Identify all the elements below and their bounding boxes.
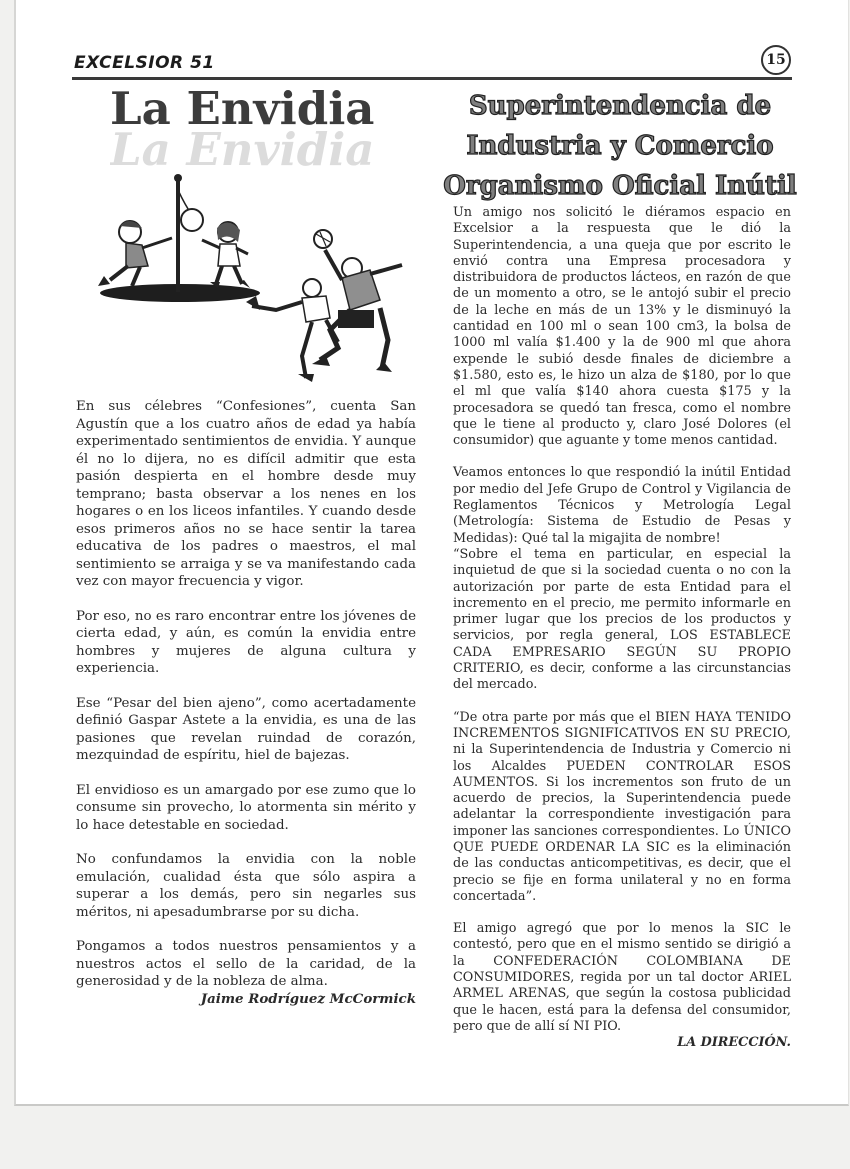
- right-paragraph: Veamos entonces lo que respondió la inútil Entidad por medio del Jefe Grupo de Control y Vigilancia de Reglamentos Técnicos y Metrología Legal (Metrología: Sistema de Estudio de Pesas y Medidas): Qué tal la migajita de nombre!: [453, 465, 791, 546]
- right-paragraph: Un amigo nos solicitó le diéramos espacio en Excelsior a la respuesta que le dió la Superintendencia, a una queja que por escrito le envió contra una Empresa procesadora y distribuidora de productos lácteos, en razón de que de un momento a otro, se le antojó subir el precio de la leche en más de un 13% y le disminuyó la cantidad en 100 ml o sean 100 cm3, la bolsa de 1000 ml valía $1.400 y la de 900 ml que ahora expende le subió desde finales de diciembre a $1.580, esto es, le hizo un alza de $180, por lo que el ml que valía $140 ahora cuesta $175 y la procesadora se quedó tan fresca, como el nombre que le tiene al producto y, claro José Dolores (el consumidor) que aguante y tome menos cantidad.: [453, 205, 791, 449]
- sports-illustration: [80, 170, 420, 398]
- left-article-title: La Envidia: [110, 82, 375, 135]
- left-article-body: [76, 398, 416, 1008]
- left-paragraph: Pongamos a todos nuestros pensamientos y a nuestros actos el sello de la caridad, de la generosidad y de la nobleza de alma.: [76, 939, 416, 989]
- left-article-author: Jaime Rodríguez McCormick: [200, 990, 416, 1007]
- left-paragraph: El envidioso es un amargado por ese zumo que lo consume sin provecho, lo atormenta sin mérito y lo hace detestable en sociedad.: [76, 782, 416, 833]
- left-paragraph: Ese “Pesar del bien ajeno”, como acertadamente definió Gaspar Astete a la envidia, es una de las pasiones que revelan ruindad de corazón, mezquindad de espíritu, hiel de bajezas.: [76, 695, 416, 763]
- right-paragraph: “Sobre el tema en particular, en especial la inquietud de que si la sociedad cuenta o no con la autorización por parte de esta Entidad para el incremento en el precio, me permito informarle en primer lugar que los precios de los productos y servicios, por regla general, LOS ESTABLECE CADA EMPRESARIO SEGÚN SU PROPIO CRITERIO, es decir, conforme a las circunstancias del mercado.: [453, 546, 791, 693]
- left-paragraph: Por eso, no es raro encontrar entre los jóvenes de cierta edad, y aún, es común la envidia entre hombres y mujeres de alguna cultura y experiencia.: [76, 608, 416, 676]
- left-paragraph: No confundamos la envidia con la noble emulación, cualidad ésta que sólo aspira a superar a los demás, pero sin negarles sus méritos, ni apesadumbrarse por su dicha.: [76, 852, 416, 920]
- left-article-title-reflection: La Envidia: [110, 130, 375, 170]
- right-paragraph: El amigo agregó que por lo menos la SIC le contestó, pero que en el mismo sentido se dirigió a la CONFEDERACIÓN COLOMBIANA DE CONSUMIDORES, regida por un tal doctor ARIEL ARMEL ARENAS, que según la costosa publicidad que le hacen, está para la defensa del consumidor, pero que de allí sí NI PIO.: [453, 921, 791, 1034]
- right-title-line: Industria y Comercio: [466, 131, 774, 161]
- page-number: 15: [761, 45, 791, 75]
- right-article-title: [440, 86, 800, 206]
- masthead: EXCELSIOR 51: [74, 53, 215, 73]
- right-article-body: [453, 205, 791, 1052]
- header-rule: [72, 77, 792, 80]
- right-article-signature: LA DIRECCIÓN.: [677, 1035, 791, 1051]
- left-paragraph: En sus célebres “Confesiones”, cuenta San Agustín que a los cuatro años de edad ya había experimentado sentimientos de envidia. Y aunque él no lo dijera, no es difícil admitir que esta pasión despierta en el hombre desde muy temprano; basta observar a los nenes en los hogares o en los liceos infantiles. Y cuando desde esos primeros años no se hace sentir la tarea educativa de los padres o maestros, el mal sentimiento se arraiga y se va manifestando cada vez con mayor frecuencia y vigor.: [76, 399, 416, 589]
- right-paragraph: “De otra parte por más que el BIEN HAYA TENIDO INCREMENTOS SIGNIFICATIVOS EN SU PRECIO, ni la Superintendencia de Industria y Comercio ni los Alcaldes PUEDEN CONTROLAR ESOS AUMENTOS. Si los incrementos son fruto de un acuerdo de precios, la Superintendencia puede adelantar la correspondiente investigación para imponer las sanciones correspondientes. Lo ÚNICO QUE PUEDE ORDENAR LA SIC es la eliminación de las conductas anticompetitivas, es decir, que el precio se fije en forma unilateral y no en forma concertada”.: [453, 709, 791, 904]
- right-title-line: Organismo Oficial Inútil: [443, 171, 797, 201]
- right-title-line: Superintendencia de: [468, 91, 772, 121]
